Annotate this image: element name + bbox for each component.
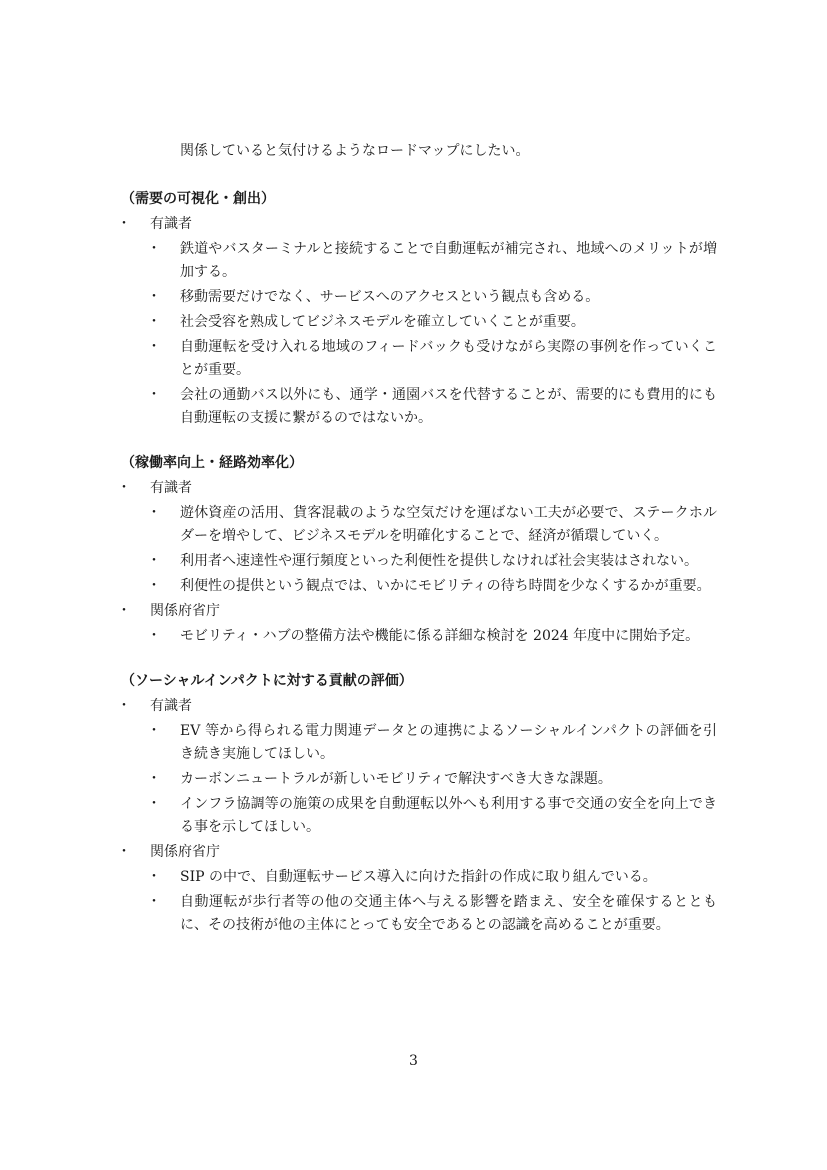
section-social-impact: [117, 670, 717, 937]
list-item: [117, 866, 717, 889]
bullet: ・: [147, 339, 161, 355]
list-item: [117, 238, 717, 284]
list-item: [117, 625, 717, 648]
section-utilization: [117, 452, 717, 648]
bullet: ・: [147, 387, 161, 403]
list-item: [117, 286, 717, 309]
item-text: 会社の通勤バス以外にも、通学・通園バスを代替することが、需要的にも費用的にも自動運転の支援に繋がるのではないか。: [180, 387, 717, 426]
group-label: 有識者: [150, 698, 192, 714]
item-list: [117, 238, 717, 430]
section-heading: （稼働率向上・経路効率化）: [121, 455, 303, 471]
item-text: 自動運転を受け入れる地域のフィードバックも受けながら実際の事例を作っていくことが重要。: [180, 339, 717, 378]
section-heading: （ソーシャルインパクトに対する貢献の評価）: [121, 673, 413, 689]
bullet: ・: [147, 505, 161, 521]
group-label: 関係府省庁: [150, 844, 220, 860]
item-list: [117, 866, 717, 937]
bullet: ・: [117, 844, 131, 860]
group-label: 有識者: [150, 480, 192, 496]
item-text: モビリティ・ハブの整備方法や機能に係る詳細な検討を 2024 年度中に開始予定。: [180, 628, 700, 644]
item-text: 利便性の提供という観点では、いかにモビリティの待ち時間を少なくするかが重要。: [180, 578, 711, 594]
item-text: カーボンニュートラルが新しいモビリティで解決すべき大きな課題。: [180, 771, 612, 787]
bullet: ・: [117, 603, 131, 619]
bullet: ・: [147, 241, 161, 257]
item-list: [117, 502, 717, 598]
group-label: 有識者: [150, 216, 192, 232]
bullet: ・: [147, 771, 161, 787]
bullet: ・: [147, 796, 161, 812]
page-number: 3: [409, 1053, 418, 1069]
bullet: ・: [147, 869, 161, 885]
item-text: 遊休資産の活用、貨客混載のような空気だけを運ばない工夫が必要で、ステークホルダーを増やして、ビジネスモデルを明確化することで、経済が循環していく。: [180, 505, 717, 544]
item-text: 社会受容を熟成してビジネスモデルを確立していくことが重要。: [180, 314, 585, 330]
bullet: ・: [147, 578, 161, 594]
group-ministries: [117, 600, 717, 648]
item-text: 自動運転が歩行者等の他の交通主体へ与える影響を踏まえ、安全を確保するとともに、その技術が他の主体にとっても安全であるとの認識を高めることが重要。: [180, 894, 717, 933]
list-item: [117, 336, 717, 382]
bullet: ・: [147, 628, 161, 644]
list-item: [117, 891, 717, 937]
group-ministries: [117, 841, 717, 937]
bullet: ・: [147, 723, 161, 739]
bullet: ・: [117, 216, 131, 232]
bullet: ・: [147, 553, 161, 569]
section-demand: [117, 188, 717, 430]
list-item: [117, 720, 717, 766]
group-experts: [117, 477, 717, 598]
section-heading: （需要の可視化・創出）: [121, 191, 275, 207]
bullet: ・: [147, 289, 161, 305]
list-item: [117, 768, 717, 791]
item-text: SIP の中で、自動運転サービス導入に向けた指針の作成に取り組んでいる。: [180, 869, 657, 885]
item-text: EV 等から得られる電力関連データとの連携によるソーシャルインパクトの評価を引き続き実施してほしい。: [180, 723, 717, 762]
item-list: [117, 625, 717, 648]
list-item: [117, 793, 717, 839]
bullet: ・: [117, 480, 131, 496]
list-item: [117, 311, 717, 334]
group-experts: [117, 695, 717, 839]
group-list: [117, 695, 717, 937]
continuation-line: 関係していると気付けるようなロードマップにしたい。: [180, 143, 530, 159]
list-item: [117, 384, 717, 430]
group-experts: [117, 213, 717, 430]
bullet: ・: [147, 314, 161, 330]
list-item: [117, 550, 717, 573]
item-text: 利用者へ速達性や運行頻度といった利便性を提供しなければ社会実装はされない。: [180, 553, 698, 569]
list-item: [117, 502, 717, 548]
group-list: [117, 477, 717, 648]
group-label: 関係府省庁: [150, 603, 220, 619]
sections-container: [117, 188, 717, 959]
item-list: [117, 720, 717, 839]
item-text: 鉄道やバスターミナルと接続することで自動運転が補完され、地域へのメリットが増加する。: [180, 241, 717, 280]
item-text: 移動需要だけでなく、サービスへのアクセスという観点も含める。: [180, 289, 600, 305]
group-list: [117, 213, 717, 430]
list-item: [117, 575, 717, 598]
item-text: インフラ協調等の施策の成果を自動運転以外へも利用する事で交通の安全を向上できる事を示してほしい。: [180, 796, 717, 835]
bullet: ・: [117, 698, 131, 714]
bullet: ・: [147, 894, 161, 910]
